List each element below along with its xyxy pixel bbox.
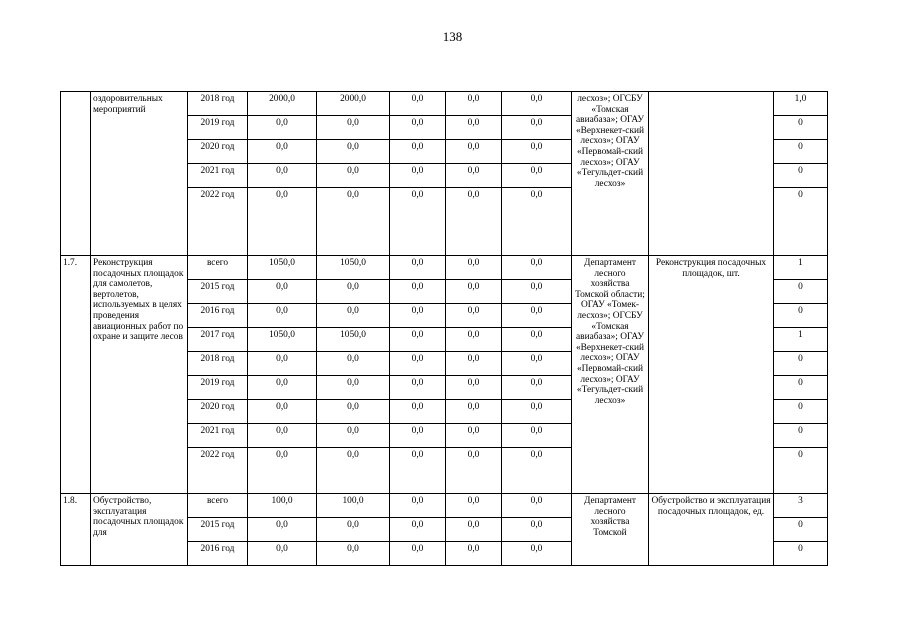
total-cell: 0,0	[248, 188, 317, 256]
total-cell: 0,0	[248, 376, 317, 400]
other-cell: 0,0	[502, 424, 572, 448]
year-cell: 2017 год	[188, 328, 248, 352]
budget-cell: 0,0	[317, 304, 390, 328]
indicator-value-cell: 0	[774, 116, 828, 140]
federal-cell: 0,0	[390, 328, 446, 352]
year-cell: 2020 год	[188, 140, 248, 164]
item-number: 1.8.	[61, 494, 91, 566]
executors-cell: лесхоз»; ОГСБУ «Томская авиабаза»; ОГАУ «Верхнекет-ский лесхоз»; ОГАУ «Первомай-ский лесхоз»; ОГАУ «Тегульдет-ский лесхоз»	[572, 92, 649, 256]
item-number	[61, 92, 91, 256]
indicator-value-cell: 1,0	[774, 92, 828, 116]
other-cell: 0,0	[502, 494, 572, 518]
total-cell: 1050,0	[248, 256, 317, 280]
indicator-value-cell: 0	[774, 448, 828, 494]
budget-cell: 100,0	[317, 494, 390, 518]
table-row	[61, 256, 828, 280]
federal-cell: 0,0	[390, 494, 446, 518]
budget-cell: 0,0	[317, 400, 390, 424]
other-cell: 0,0	[502, 164, 572, 188]
total-cell: 100,0	[248, 494, 317, 518]
other-cell: 0,0	[502, 448, 572, 494]
federal-cell: 0,0	[390, 518, 446, 542]
year-cell: 2018 год	[188, 92, 248, 116]
other-cell: 0,0	[502, 116, 572, 140]
indicator-value-cell: 0	[774, 376, 828, 400]
federal-cell: 0,0	[390, 188, 446, 256]
federal-cell: 0,0	[390, 304, 446, 328]
budget-cell: 0,0	[317, 542, 390, 566]
federal-cell: 0,0	[390, 140, 446, 164]
local-cell: 0,0	[446, 448, 502, 494]
local-cell: 0,0	[446, 494, 502, 518]
budget-cell: 0,0	[317, 352, 390, 376]
total-cell: 0,0	[248, 518, 317, 542]
indicator-value-cell: 0	[774, 280, 828, 304]
item-number: 1.7.	[61, 256, 91, 494]
federal-cell: 0,0	[390, 116, 446, 140]
year-cell: 2016 год	[188, 304, 248, 328]
year-cell: 2020 год	[188, 400, 248, 424]
budget-cell: 0,0	[317, 140, 390, 164]
year-cell: 2015 год	[188, 518, 248, 542]
other-cell: 0,0	[502, 92, 572, 116]
other-cell: 0,0	[502, 518, 572, 542]
executors-cell: Департамент лесного хозяйства Томской	[572, 494, 649, 566]
local-cell: 0,0	[446, 280, 502, 304]
total-cell: 0,0	[248, 140, 317, 164]
budget-cell: 0,0	[317, 424, 390, 448]
indicator-value-cell: 3	[774, 494, 828, 518]
year-cell: 2021 год	[188, 424, 248, 448]
local-cell: 0,0	[446, 256, 502, 280]
budget-cell: 0,0	[317, 376, 390, 400]
budget-cell: 1050,0	[317, 328, 390, 352]
page-number: 138	[442, 29, 463, 44]
total-cell: 0,0	[248, 352, 317, 376]
other-cell: 0,0	[502, 352, 572, 376]
indicator-name-cell: Реконструкция посадочных площадок, шт.	[649, 256, 774, 494]
budget-cell: 0,0	[317, 518, 390, 542]
item-name: оздоровительных мероприятий	[91, 92, 188, 256]
federal-cell: 0,0	[390, 352, 446, 376]
total-cell: 0,0	[248, 542, 317, 566]
local-cell: 0,0	[446, 352, 502, 376]
local-cell: 0,0	[446, 424, 502, 448]
budget-cell: 1050,0	[317, 256, 390, 280]
local-cell: 0,0	[446, 116, 502, 140]
other-cell: 0,0	[502, 188, 572, 256]
indicator-value-cell: 0	[774, 400, 828, 424]
local-cell: 0,0	[446, 164, 502, 188]
budget-cell: 2000,0	[317, 92, 390, 116]
total-cell: 0,0	[248, 424, 317, 448]
indicator-value-cell: 0	[774, 542, 828, 566]
local-cell: 0,0	[446, 376, 502, 400]
indicator-value-cell: 0	[774, 164, 828, 188]
local-cell: 0,0	[446, 542, 502, 566]
total-cell: 0,0	[248, 448, 317, 494]
year-cell: 2016 год	[188, 542, 248, 566]
indicator-value-cell: 1	[774, 328, 828, 352]
item-name: Реконструкция посадочных площадок для самолетов, вертолетов, используемых в целях проведения авиационных работ по охране и защите лесов	[91, 256, 188, 494]
local-cell: 0,0	[446, 400, 502, 424]
indicator-name-cell: Обустройство и эксплуатация посадочных площадок, ед.	[649, 494, 774, 566]
year-cell: 2022 год	[188, 188, 248, 256]
indicator-value-cell: 0	[774, 518, 828, 542]
local-cell: 0,0	[446, 188, 502, 256]
federal-cell: 0,0	[390, 376, 446, 400]
local-cell: 0,0	[446, 140, 502, 164]
year-cell: всего	[188, 494, 248, 518]
indicator-value-cell: 0	[774, 352, 828, 376]
budget-cell: 0,0	[317, 448, 390, 494]
federal-cell: 0,0	[390, 542, 446, 566]
federal-cell: 0,0	[390, 448, 446, 494]
year-cell: 2019 год	[188, 116, 248, 140]
local-cell: 0,0	[446, 304, 502, 328]
indicator-value-cell: 1	[774, 256, 828, 280]
other-cell: 0,0	[502, 280, 572, 304]
other-cell: 0,0	[502, 256, 572, 280]
year-cell: 2018 год	[188, 352, 248, 376]
budget-cell: 0,0	[317, 164, 390, 188]
other-cell: 0,0	[502, 400, 572, 424]
total-cell: 0,0	[248, 280, 317, 304]
federal-cell: 0,0	[390, 400, 446, 424]
year-cell: 2022 год	[188, 448, 248, 494]
other-cell: 0,0	[502, 376, 572, 400]
table-row	[61, 92, 828, 116]
total-cell: 1050,0	[248, 328, 317, 352]
year-cell: 2019 год	[188, 376, 248, 400]
federal-cell: 0,0	[390, 256, 446, 280]
indicator-name-cell	[649, 92, 774, 256]
other-cell: 0,0	[502, 328, 572, 352]
federal-cell: 0,0	[390, 424, 446, 448]
table-body	[61, 92, 828, 566]
executors-cell: Департамент лесного хозяйства Томской области; ОГАУ «Томек-лесхоз»; ОГСБУ «Томская авиабаза»; ОГАУ «Верхнекет-ский лесхоз»; ОГАУ «Первомай-ский лесхоз»; ОГАУ «Тегульдет-ский лесхоз»	[572, 256, 649, 494]
local-cell: 0,0	[446, 92, 502, 116]
local-cell: 0,0	[446, 518, 502, 542]
federal-cell: 0,0	[390, 164, 446, 188]
item-name: Обустройство, эксплуатация посадочных площадок для	[91, 494, 188, 566]
other-cell: 0,0	[502, 304, 572, 328]
indicator-value-cell: 0	[774, 188, 828, 256]
budget-cell: 0,0	[317, 280, 390, 304]
table-row	[61, 494, 828, 518]
year-cell: 2021 год	[188, 164, 248, 188]
local-cell: 0,0	[446, 328, 502, 352]
other-cell: 0,0	[502, 140, 572, 164]
total-cell: 0,0	[248, 116, 317, 140]
total-cell: 0,0	[248, 304, 317, 328]
total-cell: 0,0	[248, 164, 317, 188]
total-cell: 2000,0	[248, 92, 317, 116]
federal-cell: 0,0	[390, 92, 446, 116]
indicator-value-cell: 0	[774, 424, 828, 448]
program-table	[60, 91, 828, 566]
indicator-value-cell: 0	[774, 304, 828, 328]
year-cell: всего	[188, 256, 248, 280]
indicator-value-cell: 0	[774, 140, 828, 164]
year-cell: 2015 год	[188, 280, 248, 304]
budget-cell: 0,0	[317, 116, 390, 140]
total-cell: 0,0	[248, 400, 317, 424]
budget-cell: 0,0	[317, 188, 390, 256]
federal-cell: 0,0	[390, 280, 446, 304]
other-cell: 0,0	[502, 542, 572, 566]
